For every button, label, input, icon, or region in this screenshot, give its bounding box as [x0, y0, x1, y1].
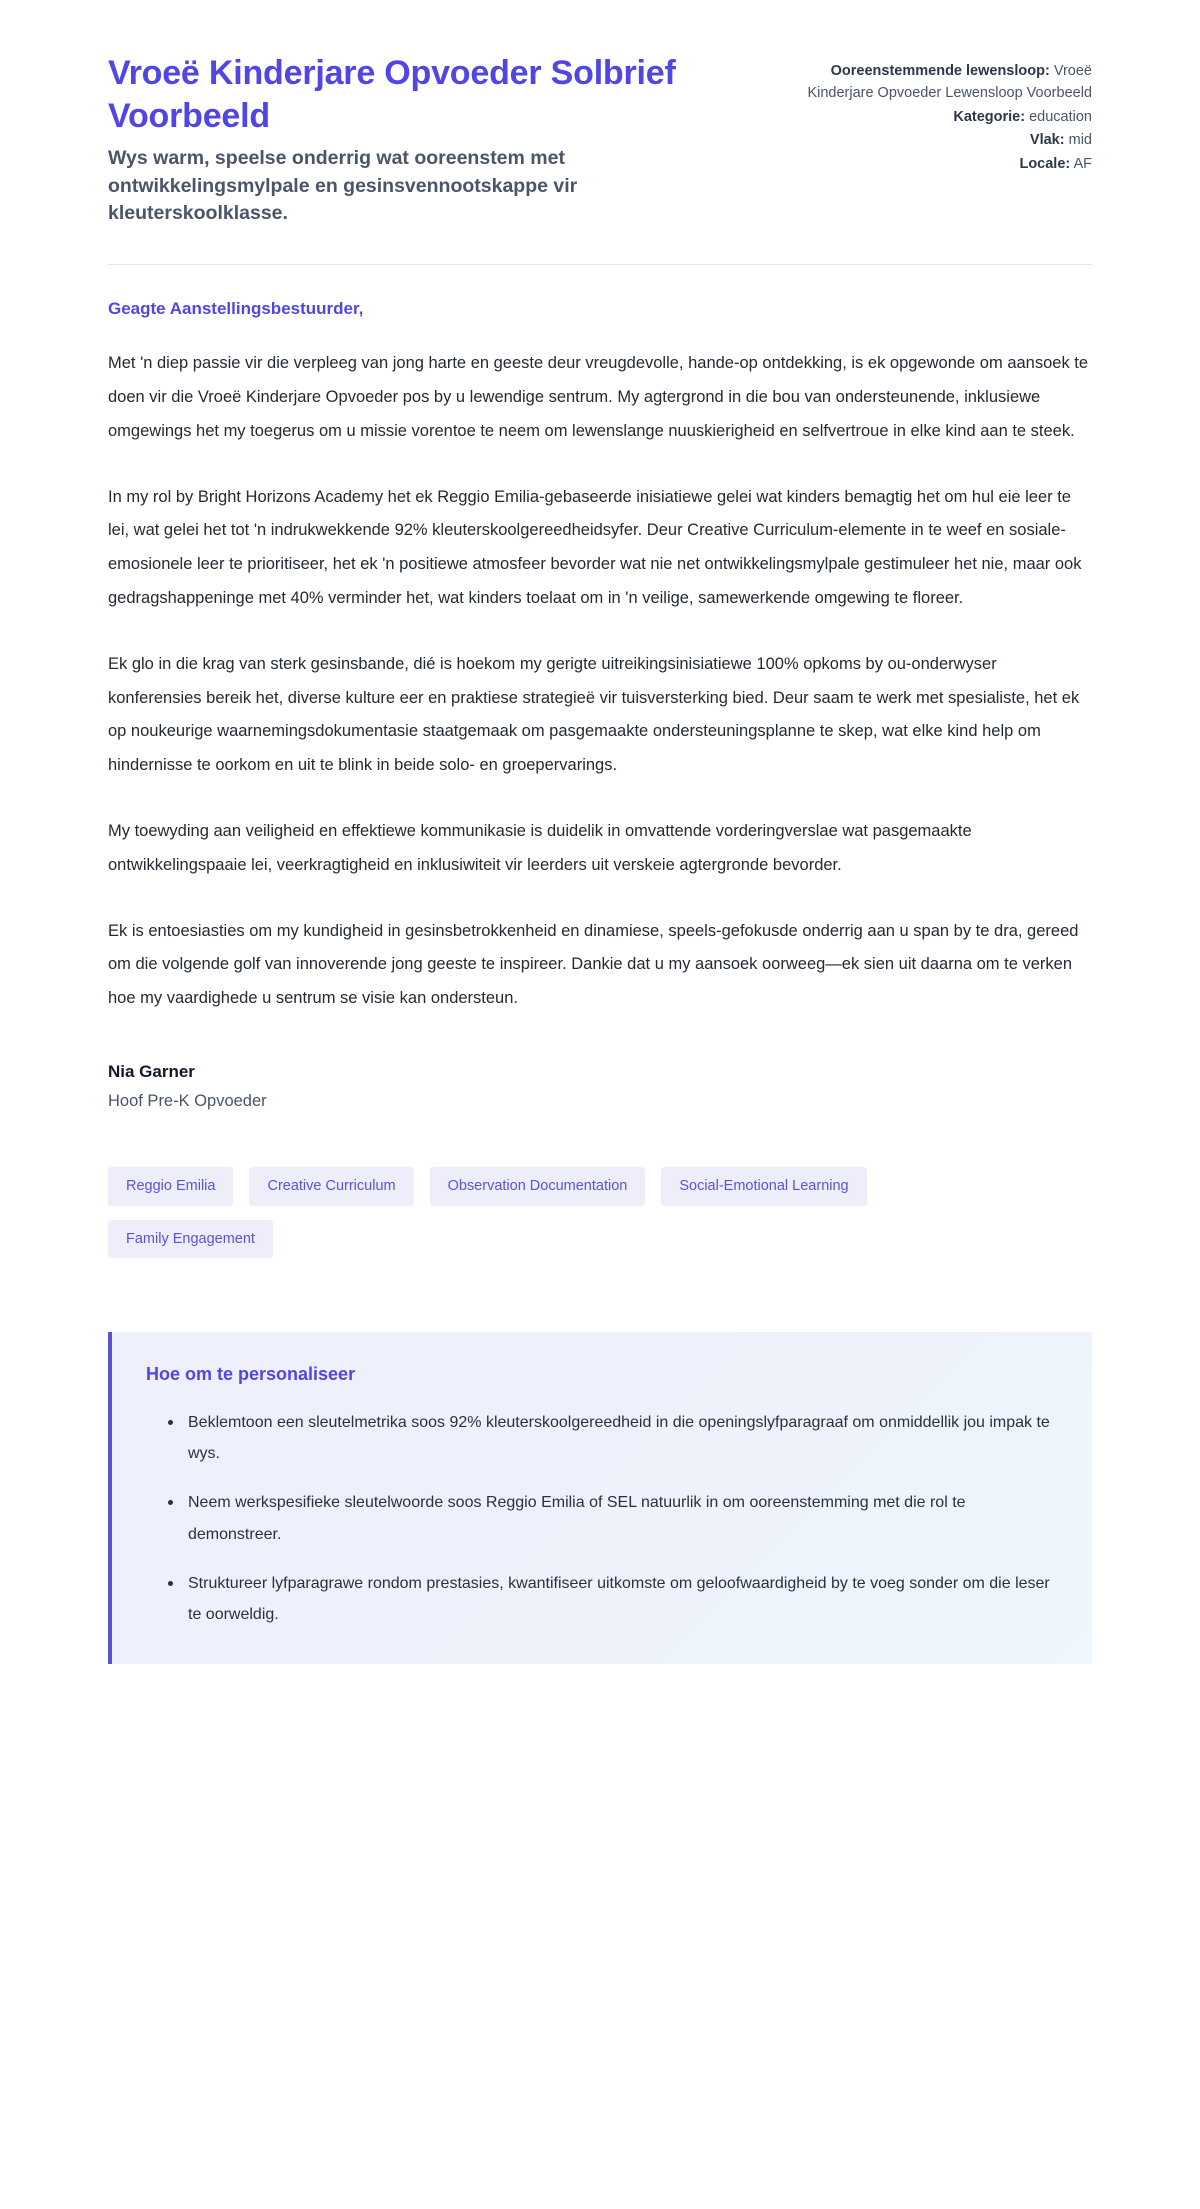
- skill-tag[interactable]: Social-Emotional Learning: [661, 1167, 866, 1206]
- skill-tag-list: [108, 1167, 1038, 1258]
- personalization-callout: [108, 1332, 1092, 1664]
- callout-title: Hoe om te personaliseer: [146, 1364, 356, 1385]
- cover-letter-body: [108, 265, 1092, 1111]
- document-metadata: [802, 52, 1092, 176]
- signature-block: [108, 1062, 1092, 1111]
- letter-paragraph: Ek glo in die krag van sterk gesinsbande, dié is hoekom my gerigte uitreikingsinisiatiewe 100% opkoms by ou-onderwyser konferensies bereik het, diverse kulture eer en praktiese strategieë vir tuisversterking bied. Deur saam te werk met spesialiste, het ek op noukeurige waarnemingsdokumentasie staatgemaak om pasgemaakte ondersteuningsplanne te skep, wat elke kind help om hindernisse te oorkom en uit te blink in beide solo- en groepervarings.: [108, 654, 1080, 775]
- meta-category-value: education: [1029, 108, 1092, 125]
- letter-paragraph: In my rol by Bright Horizons Academy het ek Reggio Emilia-gebaseerde inisiatiewe gelei wat kinders bemagtig het om hul eie leer te lei, wat gelei het tot 'n indrukwekkende 92% kleuterskoolgereedheidsyfer. Deur Creative Curriculum-elemente in te weef en sosiale-emosionele leer te prioritiseer, het ek 'n positiewe atmosfeer bevorder wat nie net ontwikkelingsmylpale gestimuleer het nie, maar ook gedragshappeninge met 40% verminder het, wat kinders toelaat om in 'n veilige, samewerkende omgewing te floreer.: [108, 487, 1082, 607]
- callout-list-item: Struktureer lyfparagrawe rondom prestasies, kwantifiseer uitkomste om geloofwaardigheid by te voeg sonder om die leser te oorweldig.: [168, 1568, 1054, 1630]
- page-title: Vroeë Kinderjare Opvoeder Solbrief Voorbeeld: [108, 54, 676, 135]
- meta-category: [802, 106, 1092, 128]
- meta-locale-value: AF: [1073, 155, 1092, 172]
- callout-list: [146, 1407, 1054, 1630]
- header-title-block: [108, 52, 762, 228]
- signature-name: Nia Garner: [108, 1062, 195, 1082]
- skill-tag[interactable]: Family Engagement: [108, 1220, 273, 1259]
- skill-tag[interactable]: Creative Curriculum: [249, 1167, 413, 1206]
- letter-greeting: Geagte Aanstellingsbestuurder,: [108, 299, 364, 319]
- meta-level: [802, 129, 1092, 151]
- meta-category-label: Kategorie:: [953, 108, 1026, 125]
- document-header: [108, 0, 1092, 228]
- signature-role: Hoof Pre-K Opvoeder: [108, 1092, 267, 1111]
- letter-paragraph: Ek is entoesiasties om my kundigheid in gesinsbetrokkenheid en dinamiese, speels-gefokusde onderrig aan u span by te dra, gereed om die volgende golf van innoverende jong geeste te inspireer. Dankie dat u my aansoek oorweeg—ek sien uit daarna om te verken hoe my vaardighede u sentrum se visie kan ondersteun.: [108, 921, 1079, 1008]
- skill-tag[interactable]: Reggio Emilia: [108, 1167, 233, 1206]
- skill-tag[interactable]: Observation Documentation: [430, 1167, 646, 1206]
- meta-locale-label: Locale:: [1019, 155, 1071, 172]
- callout-list-item: Neem werkspesifieke sleutelwoorde soos Reggio Emilia of SEL natuurlik in om ooreenstemming met die rol te demonstreer.: [168, 1487, 1054, 1549]
- meta-matching-resume: [802, 60, 1092, 105]
- letter-paragraph: Met 'n diep passie vir die verpleeg van jong harte en geeste deur vreugdevolle, hande-op ontdekking, is ek opgewonde om aansoek te doen vir die Vroeë Kinderjare Opvoeder pos by u lewendige sentrum. My agtergrond in die bou van ondersteunende, inklusiewe omgewings het my toegerus om u missie vorentoe te neem om lewenslange nuuskierigheid en selfvertroue in elke kind aan te steek.: [108, 354, 1089, 440]
- meta-level-label: Vlak:: [1029, 132, 1065, 149]
- meta-level-value: mid: [1068, 132, 1092, 149]
- page-subtitle: Wys warm, speelse onderrig wat ooreenstem met ontwikkelingsmylpale en gesinsvennootskappe vir kleuterskoolklasse.: [108, 147, 578, 225]
- meta-matching-resume-label: Ooreenstemmende lewensloop:: [830, 63, 1050, 79]
- meta-matching-resume-value: Vroeë Kinderjare Opvoeder Lewensloop Voorbeeld: [807, 63, 1092, 102]
- letter-paragraph: My toewyding aan veiligheid en effektiewe kommunikasie is duidelik in omvattende vorderingverslae wat pasgemaakte ontwikkelingspaaie lei, veerkragtigheid en inklusiwiteit vir leerders uit verskeie agtergronde bevorder.: [108, 822, 972, 874]
- callout-list-item: Beklemtoon een sleutelmetrika soos 92% kleuterskoolgereedheid in die openingslyfparagraaf om onmiddellik jou impak te wys.: [168, 1407, 1054, 1469]
- meta-locale: [802, 153, 1092, 175]
